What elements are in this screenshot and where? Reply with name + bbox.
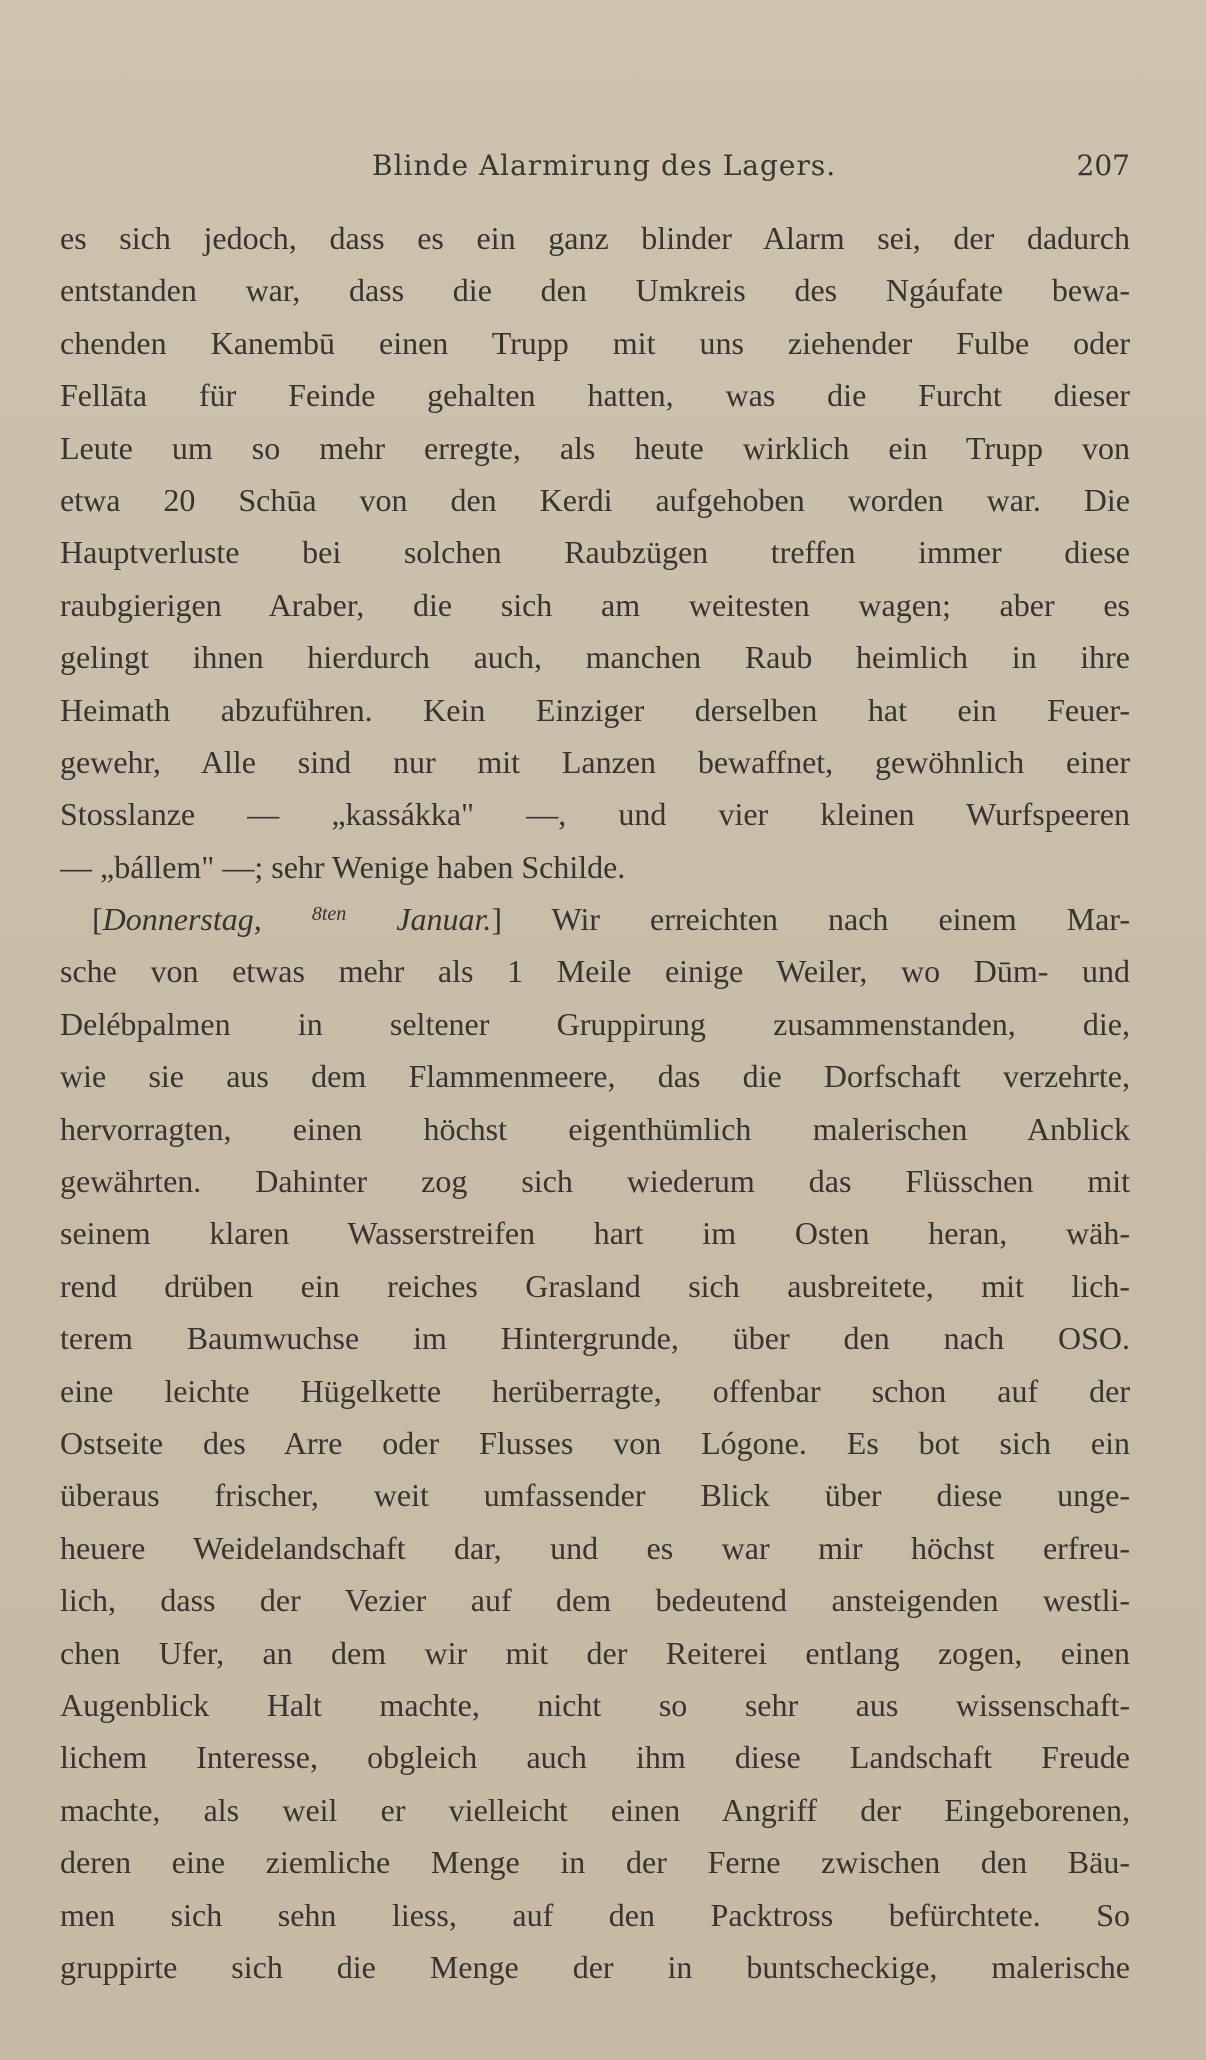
text-line: Heimath abzuführen. Kein Einziger derselben hat ein Feuer- xyxy=(60,691,1130,728)
text-line: Augenblick Halt machte, nicht so sehr aus wissenschaft- xyxy=(60,1686,1130,1723)
text-line: raubgierigen Araber, die sich am weitesten wagen; aber es xyxy=(60,586,1130,623)
text-line: machte, als weil er vielleicht einen Angriff der Eingeborenen, xyxy=(60,1791,1130,1828)
text-line: es sich jedoch, dass es ein ganz blinder Alarm sei, der dadurch xyxy=(60,220,1130,256)
text-line: rend drüben ein reiches Grasland sich ausbreitete, mit lich- xyxy=(60,1267,1130,1304)
text-line: Fellāta für Feinde gehalten hatten, was die Furcht dieser xyxy=(60,377,1130,414)
text-line: wie sie aus dem Flammenmeere, das die Dorfschaft verzehrte, xyxy=(60,1058,1130,1095)
bracket-close: ] xyxy=(491,901,503,938)
text-line: lichem Interesse, obgleich auch ihm diese Landschaft Freude xyxy=(60,1739,1130,1776)
date-day: Donnerstag, xyxy=(102,901,262,938)
page-header xyxy=(60,146,1130,186)
text-line: Ostseite des Arre oder Flusses von Lógone. Es bot sich ein xyxy=(60,1424,1130,1461)
text-line: gewehr, Alle sind nur mit Lanzen bewaffnet, gewöhnlich einer xyxy=(60,743,1130,780)
text-line: eine leichte Hügelkette herüberragte, offenbar schon auf der xyxy=(60,1372,1130,1409)
text-line: chen Ufer, an dem wir mit der Reiterei entlang zogen, einen xyxy=(60,1634,1130,1671)
text-line: Delébpalmen in seltener Gruppirung zusammenstanden, die, xyxy=(60,1005,1130,1042)
text-line: entstanden war, dass die den Umkreis des Ngáufate bewa- xyxy=(60,272,1130,309)
text-line: lich, dass der Vezier auf dem bedeutend ansteigenden westli- xyxy=(60,1582,1130,1619)
text-line: chenden Kanembū einen Trupp mit uns ziehender Fulbe oder xyxy=(60,324,1130,361)
text-line: deren eine ziemliche Menge in der Ferne zwischen den Bäu- xyxy=(60,1844,1130,1881)
text-line: gruppirte sich die Menge der in buntscheckige, malerische xyxy=(60,1948,1130,1985)
paragraph-start-line xyxy=(60,893,1130,945)
text-line: Leute um so mehr erregte, als heute wirklich ein Trupp von xyxy=(60,429,1130,466)
date-superscript: 8ten xyxy=(311,903,347,926)
text-line: hervorragten, einen höchst eigenthümlich malerischen Anblick xyxy=(60,1110,1130,1147)
text-line: Hauptverluste bei solchen Raubzügen treffen immer diese xyxy=(60,534,1130,571)
text-line: sche von etwas mehr als 1 Meile einige Weiler, wo Dūm- und xyxy=(60,953,1130,990)
text-line: etwa 20 Schūa von den Kerdi aufgehoben worden war. Die xyxy=(60,481,1130,518)
text-line: gelingt ihnen hierdurch auch, manchen Raub heimlich in ihre xyxy=(60,639,1130,676)
text-line: seinem klaren Wasserstreifen hart im Osten heran, wäh- xyxy=(60,1215,1130,1252)
running-title: Blinde Alarmirung des Lagers. xyxy=(372,149,837,182)
text-line: gewährten. Dahinter zog sich wiederum das Flüsschen mit xyxy=(60,1163,1130,1200)
body-text xyxy=(60,212,1130,1993)
bracket-open: [ xyxy=(92,901,103,938)
text-line: Stosslanze — „kassákka" —, und vier kleinen Wurfspeeren xyxy=(60,796,1130,833)
text-line: men sich sehn liess, auf den Packtross befürchtete. So xyxy=(60,1896,1130,1933)
text-line: heuere Weidelandschaft dar, und es war mir höchst erfreu- xyxy=(60,1529,1130,1566)
text-line: überaus frischer, weit umfassender Blick über diese unge- xyxy=(60,1477,1130,1514)
first-line-rest: Wir erreichten nach einem Mar- xyxy=(551,901,1130,938)
page-number: 207 xyxy=(1076,149,1130,182)
text-line: — „bállem" —; sehr Wenige haben Schilde. xyxy=(60,848,626,885)
text-line: terem Baumwuchse im Hintergrunde, über den nach OSO. xyxy=(60,1320,1130,1357)
date-month: Januar. xyxy=(396,901,492,938)
